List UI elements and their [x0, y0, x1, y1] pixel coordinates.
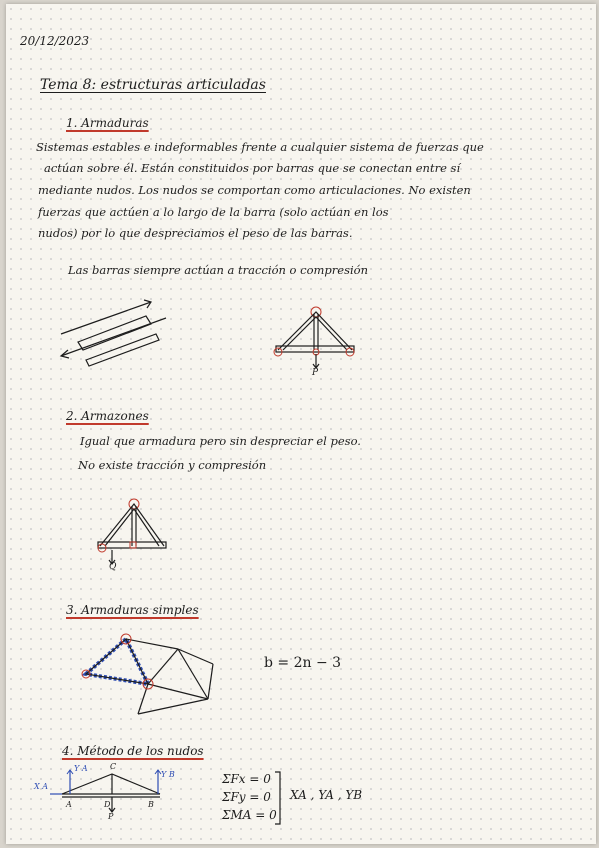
- section-3-heading: 3. Armaduras simples: [66, 603, 199, 617]
- label-yb: Y B: [161, 770, 175, 779]
- label-d: D: [104, 800, 111, 809]
- load-label-p1: P: [312, 368, 319, 378]
- section-1-line-2: actúan sobre él. Están constituidos por barras que se conectan entre sí: [44, 161, 461, 175]
- section-1-line-5: nudos) por lo que despreciamos el peso de las barras.: [38, 226, 353, 240]
- simple-truss-figure: [78, 629, 228, 724]
- section-1-line-1: Sistemas estables e indeformables frente a cualquier sistema de fuerzas que: [36, 140, 484, 154]
- notebook-page: [6, 4, 596, 844]
- date: 20/12/2023: [20, 34, 90, 48]
- label-ya: Y A: [74, 764, 88, 773]
- simple-truss-formula: b = 2n − 3: [264, 655, 342, 671]
- section-4-heading: 4. Método de los nudos: [62, 744, 204, 758]
- equation-fy: ΣFy = 0: [222, 790, 271, 804]
- label-b: B: [148, 800, 154, 809]
- unknowns: XA , YA , YB: [290, 788, 363, 802]
- label-xa: X A: [34, 782, 49, 791]
- label-a: A: [66, 800, 72, 809]
- section-1-heading: 1. Armaduras: [66, 116, 149, 130]
- truss-figure-1: [268, 302, 358, 377]
- equations-bracket: [274, 770, 284, 826]
- equation-ma: ΣMA = 0: [222, 808, 277, 822]
- label-c: C: [110, 762, 117, 771]
- load-label-q: Q: [109, 562, 117, 572]
- equation-fx: ΣFx = 0: [222, 772, 271, 786]
- section-1-note: Las barras siempre actúan a tracción o compresión: [68, 263, 368, 277]
- section-2-line-2: No existe tracción y compresión: [78, 458, 267, 472]
- section-1-line-4: fuerzas que actúen a lo largo de la barra (solo actúan en los: [38, 205, 389, 219]
- truss-figure-2: [92, 494, 172, 574]
- section-1-line-3: mediante nudos. Los nudos se comportan como articulaciones. No existen: [38, 183, 471, 197]
- page-title: Tema 8: estructuras articuladas: [40, 77, 266, 93]
- section-2-line-1: Igual que armadura pero sin despreciar el peso.: [80, 434, 361, 448]
- section-2-heading: 2. Armazones: [66, 409, 149, 423]
- label-p: P: [108, 812, 114, 821]
- bars-sketch: [56, 294, 176, 364]
